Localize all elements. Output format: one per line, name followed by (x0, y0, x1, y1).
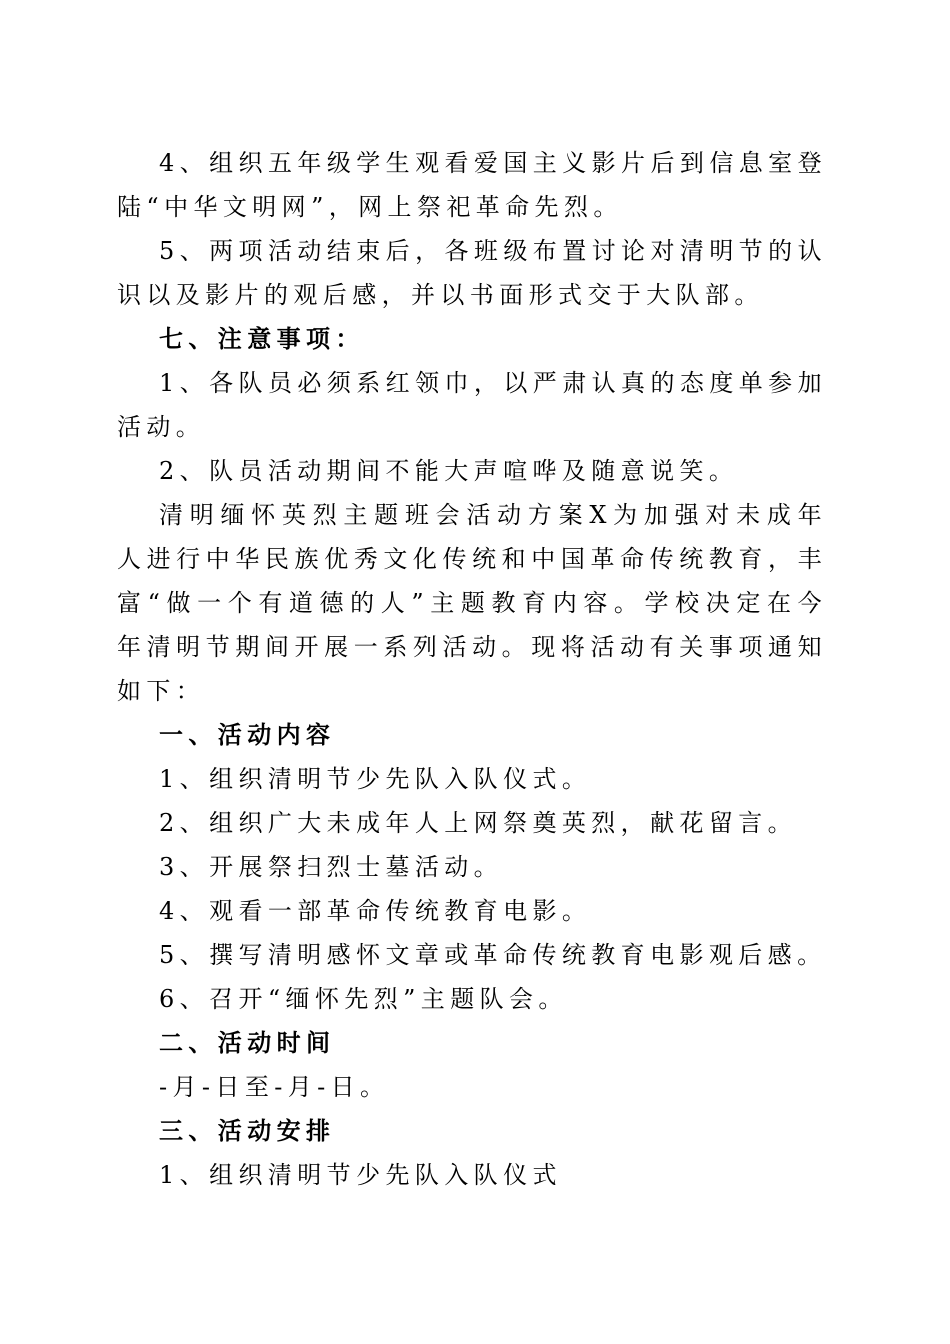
paragraph: 清明缅怀英烈主题班会活动方案X为加强对未成年人进行中华民族优秀文化传统和中国革命传统教育，丰富“做一个有道德的人”主题教育内容。学校决定在今年清明节期间开展一系列活动。现将活动有关事项通知如下： (117, 501, 827, 705)
list-item: 2、组织广大未成年人上网祭奠英烈，献花留言。 (159, 809, 798, 837)
section-heading: 三、活动安排 (159, 1117, 336, 1145)
paragraph: 1、各队员必须系红领巾，以严肃认真的态度单参加活动。 (117, 369, 827, 441)
list-item: 1、组织清明节少先队入队仪式。 (159, 765, 592, 793)
list-item: 3、开展祭扫烈士墓活动。 (159, 853, 504, 881)
list-item: 5、撰写清明感怀文章或革命传统教育电影观后感。 (159, 941, 827, 969)
list-item: 1、组织清明节少先队入队仪式 (159, 1161, 562, 1189)
section-heading: 一、活动内容 (159, 721, 336, 749)
date-range: -月-日至-月-日。 (159, 1073, 390, 1101)
section-heading: 二、活动时间 (159, 1029, 336, 1057)
section-heading: 七、注意事项： (159, 325, 365, 353)
document-body (117, 141, 827, 1197)
list-item: 4、观看一部革命传统教育电影。 (159, 897, 592, 925)
list-item: 6、召开“缅怀先烈”主题队会。 (159, 985, 568, 1013)
paragraph: 5、两项活动结束后，各班级布置讨论对清明节的认识以及影片的观后感，并以书面形式交于大队部。 (117, 237, 827, 309)
paragraph: 4、组织五年级学生观看爱国主义影片后到信息室登陆“中华文明网”，网上祭祀革命先烈。 (117, 149, 827, 221)
paragraph: 2、队员活动期间不能大声喧哗及随意说笑。 (159, 457, 739, 485)
